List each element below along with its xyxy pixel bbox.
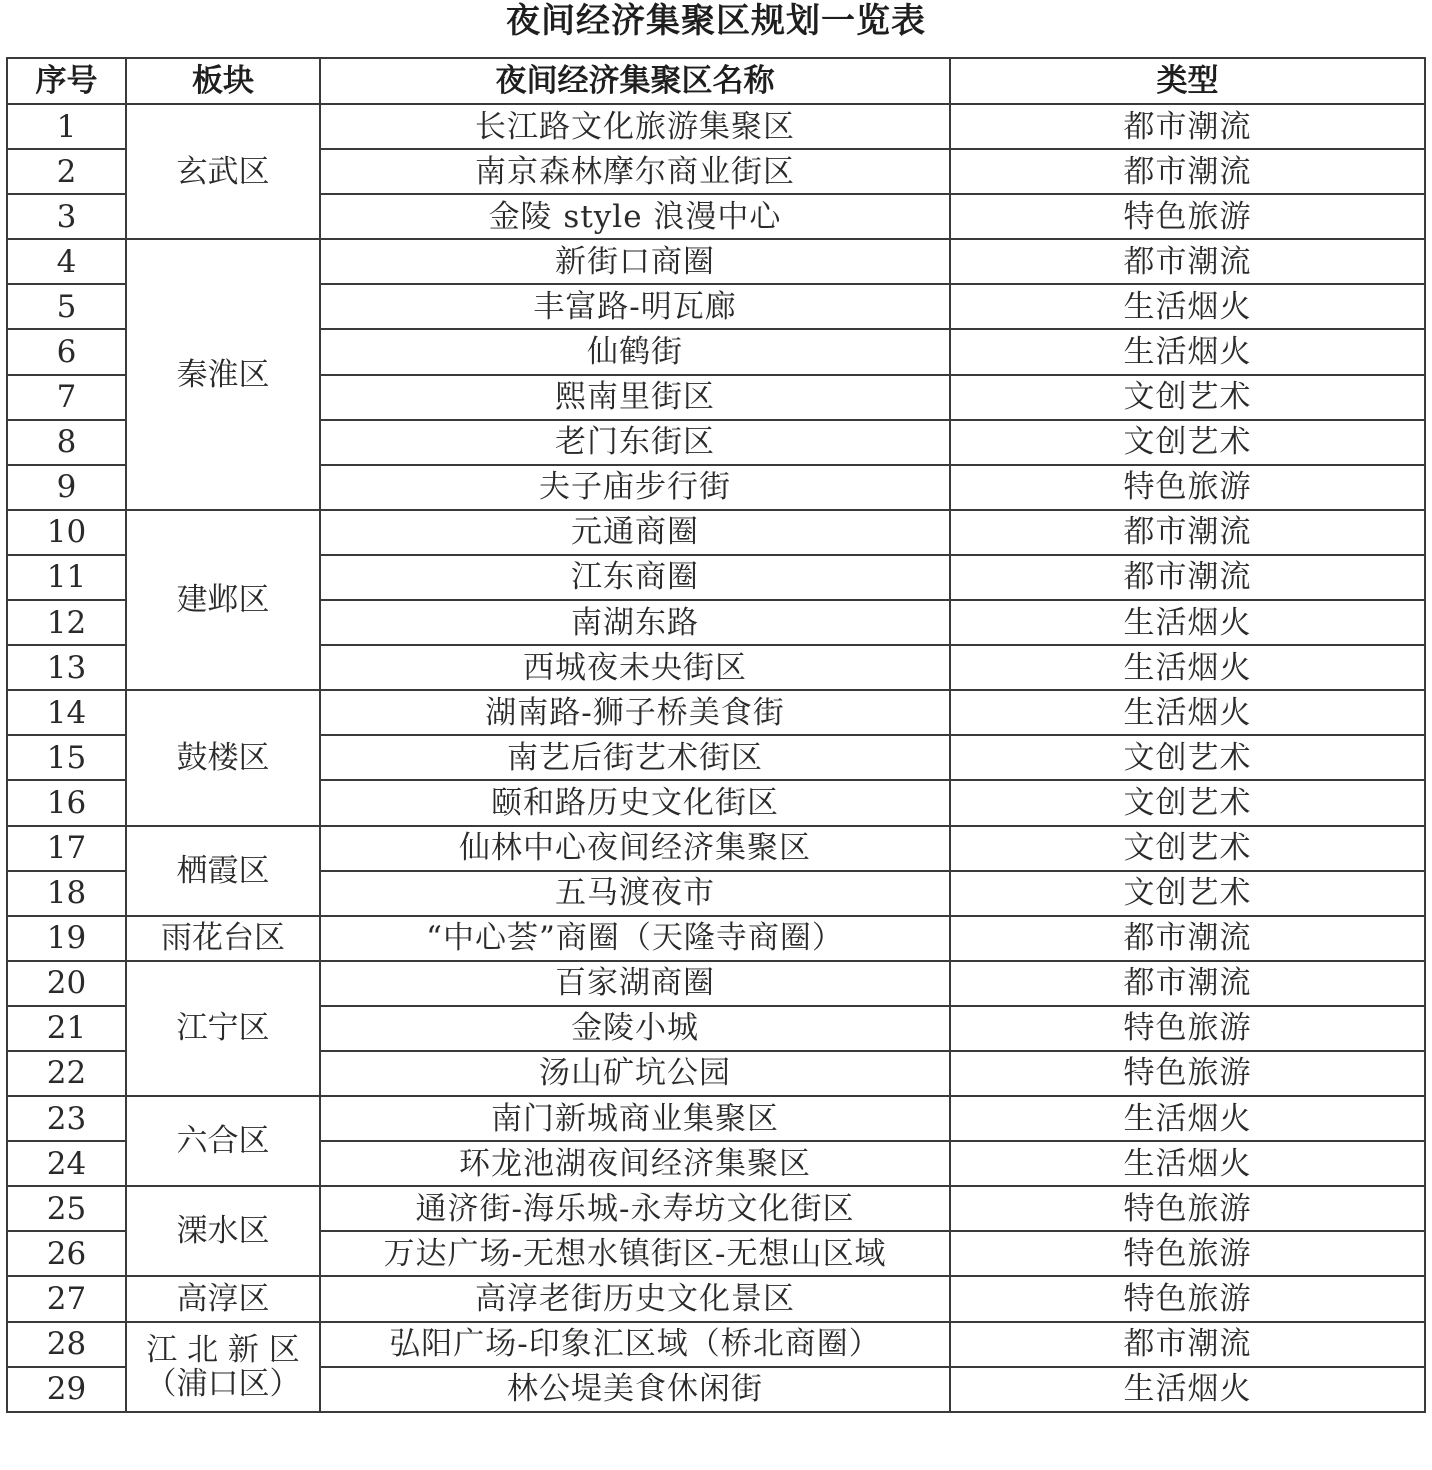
serial-number-cell: 10 [7,510,126,555]
serial-number-cell: 15 [7,735,126,780]
cluster-name-cell [320,916,950,961]
cluster-name-text: 长江路文化旅游集聚区 [475,108,795,145]
cluster-name-text: 仙鹤街 [587,333,683,370]
cluster-name-cell [320,1141,950,1186]
serial-number-cell: 6 [7,329,126,374]
serial-number-cell: 26 [7,1231,126,1276]
table-row [7,1276,1425,1321]
serial-number-cell: 19 [7,916,126,961]
serial-number-cell: 29 [7,1367,126,1412]
cluster-name-text: 西城夜未央街区 [523,649,747,686]
cluster-name-text: 熙南里街区 [555,379,715,416]
serial-number-cell: 14 [7,690,126,735]
type-cell [950,1231,1425,1276]
cluster-name-cell [320,104,950,149]
cluster-name-cell [320,239,950,284]
type-cell [950,645,1425,690]
serial-number-cell: 25 [7,1186,126,1231]
serial-number-cell: 3 [7,194,126,239]
table-row [7,239,1425,284]
cluster-name-text: 林公堤美食休闲街 [507,1371,763,1408]
serial-number-cell: 28 [7,1322,126,1367]
district-cell: 秦淮区 [126,239,320,510]
cluster-name-text: 江东商圈 [571,559,699,596]
district-cell: 栖霞区 [126,826,320,916]
cluster-name-text: 颐和路历史文化街区 [491,784,779,821]
cluster-name-cell [320,1006,950,1051]
header-serial-number: 序号 [7,58,126,104]
serial-number-cell: 23 [7,1096,126,1141]
type-cell [950,149,1425,194]
district-cell: 江宁区 [126,961,320,1096]
serial-number-cell: 9 [7,465,126,510]
cluster-name-text: 通济街-海乐城-永寿坊文化街区 [415,1190,855,1227]
type-text: 特色旅游 [1123,469,1252,506]
type-cell [950,916,1425,961]
cluster-name-cell [320,600,950,645]
table-header-row [7,58,1425,104]
type-text: 特色旅游 [1123,198,1252,235]
serial-number-cell: 2 [7,149,126,194]
type-cell [950,375,1425,420]
cluster-name-text: 南门新城商业集聚区 [491,1100,779,1137]
type-text: 生活烟火 [1123,1100,1252,1137]
type-cell [950,329,1425,374]
cluster-name-cell [320,871,950,916]
type-text: 特色旅游 [1123,1280,1252,1317]
district-cell: 鼓楼区 [126,690,320,825]
type-cell [950,690,1425,735]
cluster-name-text: “中心荟”商圈（天隆寺商圈） [426,920,844,957]
table-row [7,690,1425,735]
type-text: 生活烟火 [1123,649,1252,686]
type-text: 特色旅游 [1123,1010,1252,1047]
cluster-name-text: 元通商圈 [571,514,699,551]
cluster-name-cell [320,780,950,825]
type-cell [950,1186,1425,1231]
type-cell [950,284,1425,329]
type-text: 特色旅游 [1123,1055,1252,1092]
cluster-name-text: 南艺后街艺术街区 [507,739,763,776]
table-row [7,961,1425,1006]
header-type: 类型 [950,58,1425,104]
cluster-name-text: 仙林中心夜间经济集聚区 [459,830,811,866]
serial-number-cell: 17 [7,826,126,871]
cluster-name-text: 南湖东路 [571,604,699,641]
district-cell: 江 北 新 区 （浦口区） [126,1322,320,1412]
type-cell [950,555,1425,600]
serial-number-cell: 5 [7,284,126,329]
type-text: 都市潮流 [1123,243,1252,280]
type-text: 文创艺术 [1123,739,1252,776]
cluster-name-text: 汤山矿坑公园 [539,1055,731,1092]
document-title: 夜间经济集聚区规划一览表 [506,1,926,41]
table-row [7,510,1425,555]
type-cell [950,510,1425,555]
type-cell [950,600,1425,645]
serial-number-cell: 20 [7,961,126,1006]
table-row [7,916,1425,961]
cluster-name-cell [320,1186,950,1231]
type-text: 生活烟火 [1123,604,1252,641]
cluster-name-cell [320,1367,950,1412]
serial-number-cell: 18 [7,871,126,916]
type-cell [950,1051,1425,1096]
type-text: 都市潮流 [1123,965,1252,1002]
table-row [7,1186,1425,1231]
cluster-name-cell [320,465,950,510]
serial-number-cell: 7 [7,375,126,420]
serial-number-cell: 11 [7,555,126,600]
night-economy-table [6,57,1426,1413]
cluster-name-text: 丰富路-明瓦廊 [533,288,737,325]
table-row [7,826,1425,871]
type-cell [950,735,1425,780]
type-cell [950,1322,1425,1367]
table-body [7,104,1425,1412]
type-cell [950,420,1425,465]
cluster-name-text: 百家湖商圈 [555,965,715,1002]
type-text: 文创艺术 [1123,875,1252,912]
cluster-name-text: 金陵 style 浪漫中心 [488,198,782,235]
cluster-name-text: 弘阳广场-印象汇区域（桥北商圈） [389,1326,881,1363]
table-row [7,1096,1425,1141]
type-cell [950,780,1425,825]
type-cell [950,1141,1425,1186]
serial-number-cell: 12 [7,600,126,645]
type-text: 文创艺术 [1123,424,1252,461]
cluster-name-cell [320,961,950,1006]
district-cell: 玄武区 [126,104,320,239]
cluster-name-cell [320,1051,950,1096]
serial-number-cell: 1 [7,104,126,149]
type-cell [950,826,1425,871]
cluster-name-text: 环龙池湖夜间经济集聚区 [459,1145,811,1182]
cluster-name-text: 新街口商圈 [555,243,715,280]
table-row [7,1322,1425,1367]
serial-number-cell: 16 [7,780,126,825]
type-text: 都市潮流 [1123,108,1252,145]
cluster-name-cell [320,1096,950,1141]
cluster-name-cell [320,329,950,374]
serial-number-cell: 27 [7,1276,126,1321]
cluster-name-text: 老门东街区 [555,424,715,461]
type-text: 特色旅游 [1123,1190,1252,1227]
type-text: 都市潮流 [1123,153,1252,190]
type-text: 都市潮流 [1123,920,1252,957]
district-cell: 建邺区 [126,510,320,690]
cluster-name-cell [320,420,950,465]
cluster-name-cell [320,1231,950,1276]
type-cell [950,1367,1425,1412]
district-cell: 六合区 [126,1096,320,1186]
cluster-name-text: 高淳老街历史文化景区 [475,1280,795,1317]
header-district: 板块 [126,58,320,104]
cluster-name-text: 万达广场-无想水镇街区-无想山区域 [383,1235,887,1272]
cluster-name-text: 夫子庙步行街 [539,469,731,506]
serial-number-cell: 21 [7,1006,126,1051]
type-text: 生活烟火 [1123,694,1252,731]
type-text: 生活烟火 [1123,1145,1252,1182]
type-text: 生活烟火 [1123,1371,1252,1408]
type-text: 生活烟火 [1123,288,1252,325]
cluster-name-cell [320,284,950,329]
type-text: 都市潮流 [1123,1326,1252,1363]
cluster-name-cell [320,735,950,780]
type-text: 都市潮流 [1123,559,1252,596]
cluster-name-cell [320,1322,950,1367]
type-text: 特色旅游 [1123,1235,1252,1272]
cluster-name-cell [320,555,950,600]
type-cell [950,239,1425,284]
type-cell [950,961,1425,1006]
serial-number-cell: 8 [7,420,126,465]
type-text: 文创艺术 [1123,379,1252,416]
header-cluster-name: 夜间经济集聚区名称 [320,58,950,104]
type-cell [950,871,1425,916]
serial-number-cell: 24 [7,1141,126,1186]
cluster-name-text: 湖南路-狮子桥美食街 [485,694,785,731]
serial-number-cell: 4 [7,239,126,284]
cluster-name-cell [320,194,950,239]
type-text: 生活烟火 [1123,333,1252,370]
type-text: 都市潮流 [1123,514,1252,551]
type-cell [950,104,1425,149]
cluster-name-text: 南京森林摩尔商业街区 [475,153,795,190]
cluster-name-cell [320,510,950,555]
table-row [7,104,1425,149]
type-cell [950,1276,1425,1321]
cluster-name-cell [320,645,950,690]
type-text: 文创艺术 [1123,784,1252,821]
type-cell [950,1096,1425,1141]
cluster-name-cell [320,1276,950,1321]
type-cell [950,194,1425,239]
cluster-name-cell [320,149,950,194]
cluster-name-cell [320,690,950,735]
type-text: 文创艺术 [1123,830,1252,866]
district-cell: 雨花台区 [126,916,320,961]
district-cell: 溧水区 [126,1186,320,1276]
type-cell [950,1006,1425,1051]
cluster-name-text: 金陵小城 [571,1010,699,1047]
cluster-name-cell [320,375,950,420]
type-cell [950,465,1425,510]
cluster-name-cell [320,826,950,871]
serial-number-cell: 13 [7,645,126,690]
cluster-name-text: 五马渡夜市 [555,875,715,912]
serial-number-cell: 22 [7,1051,126,1096]
district-cell: 高淳区 [126,1276,320,1321]
